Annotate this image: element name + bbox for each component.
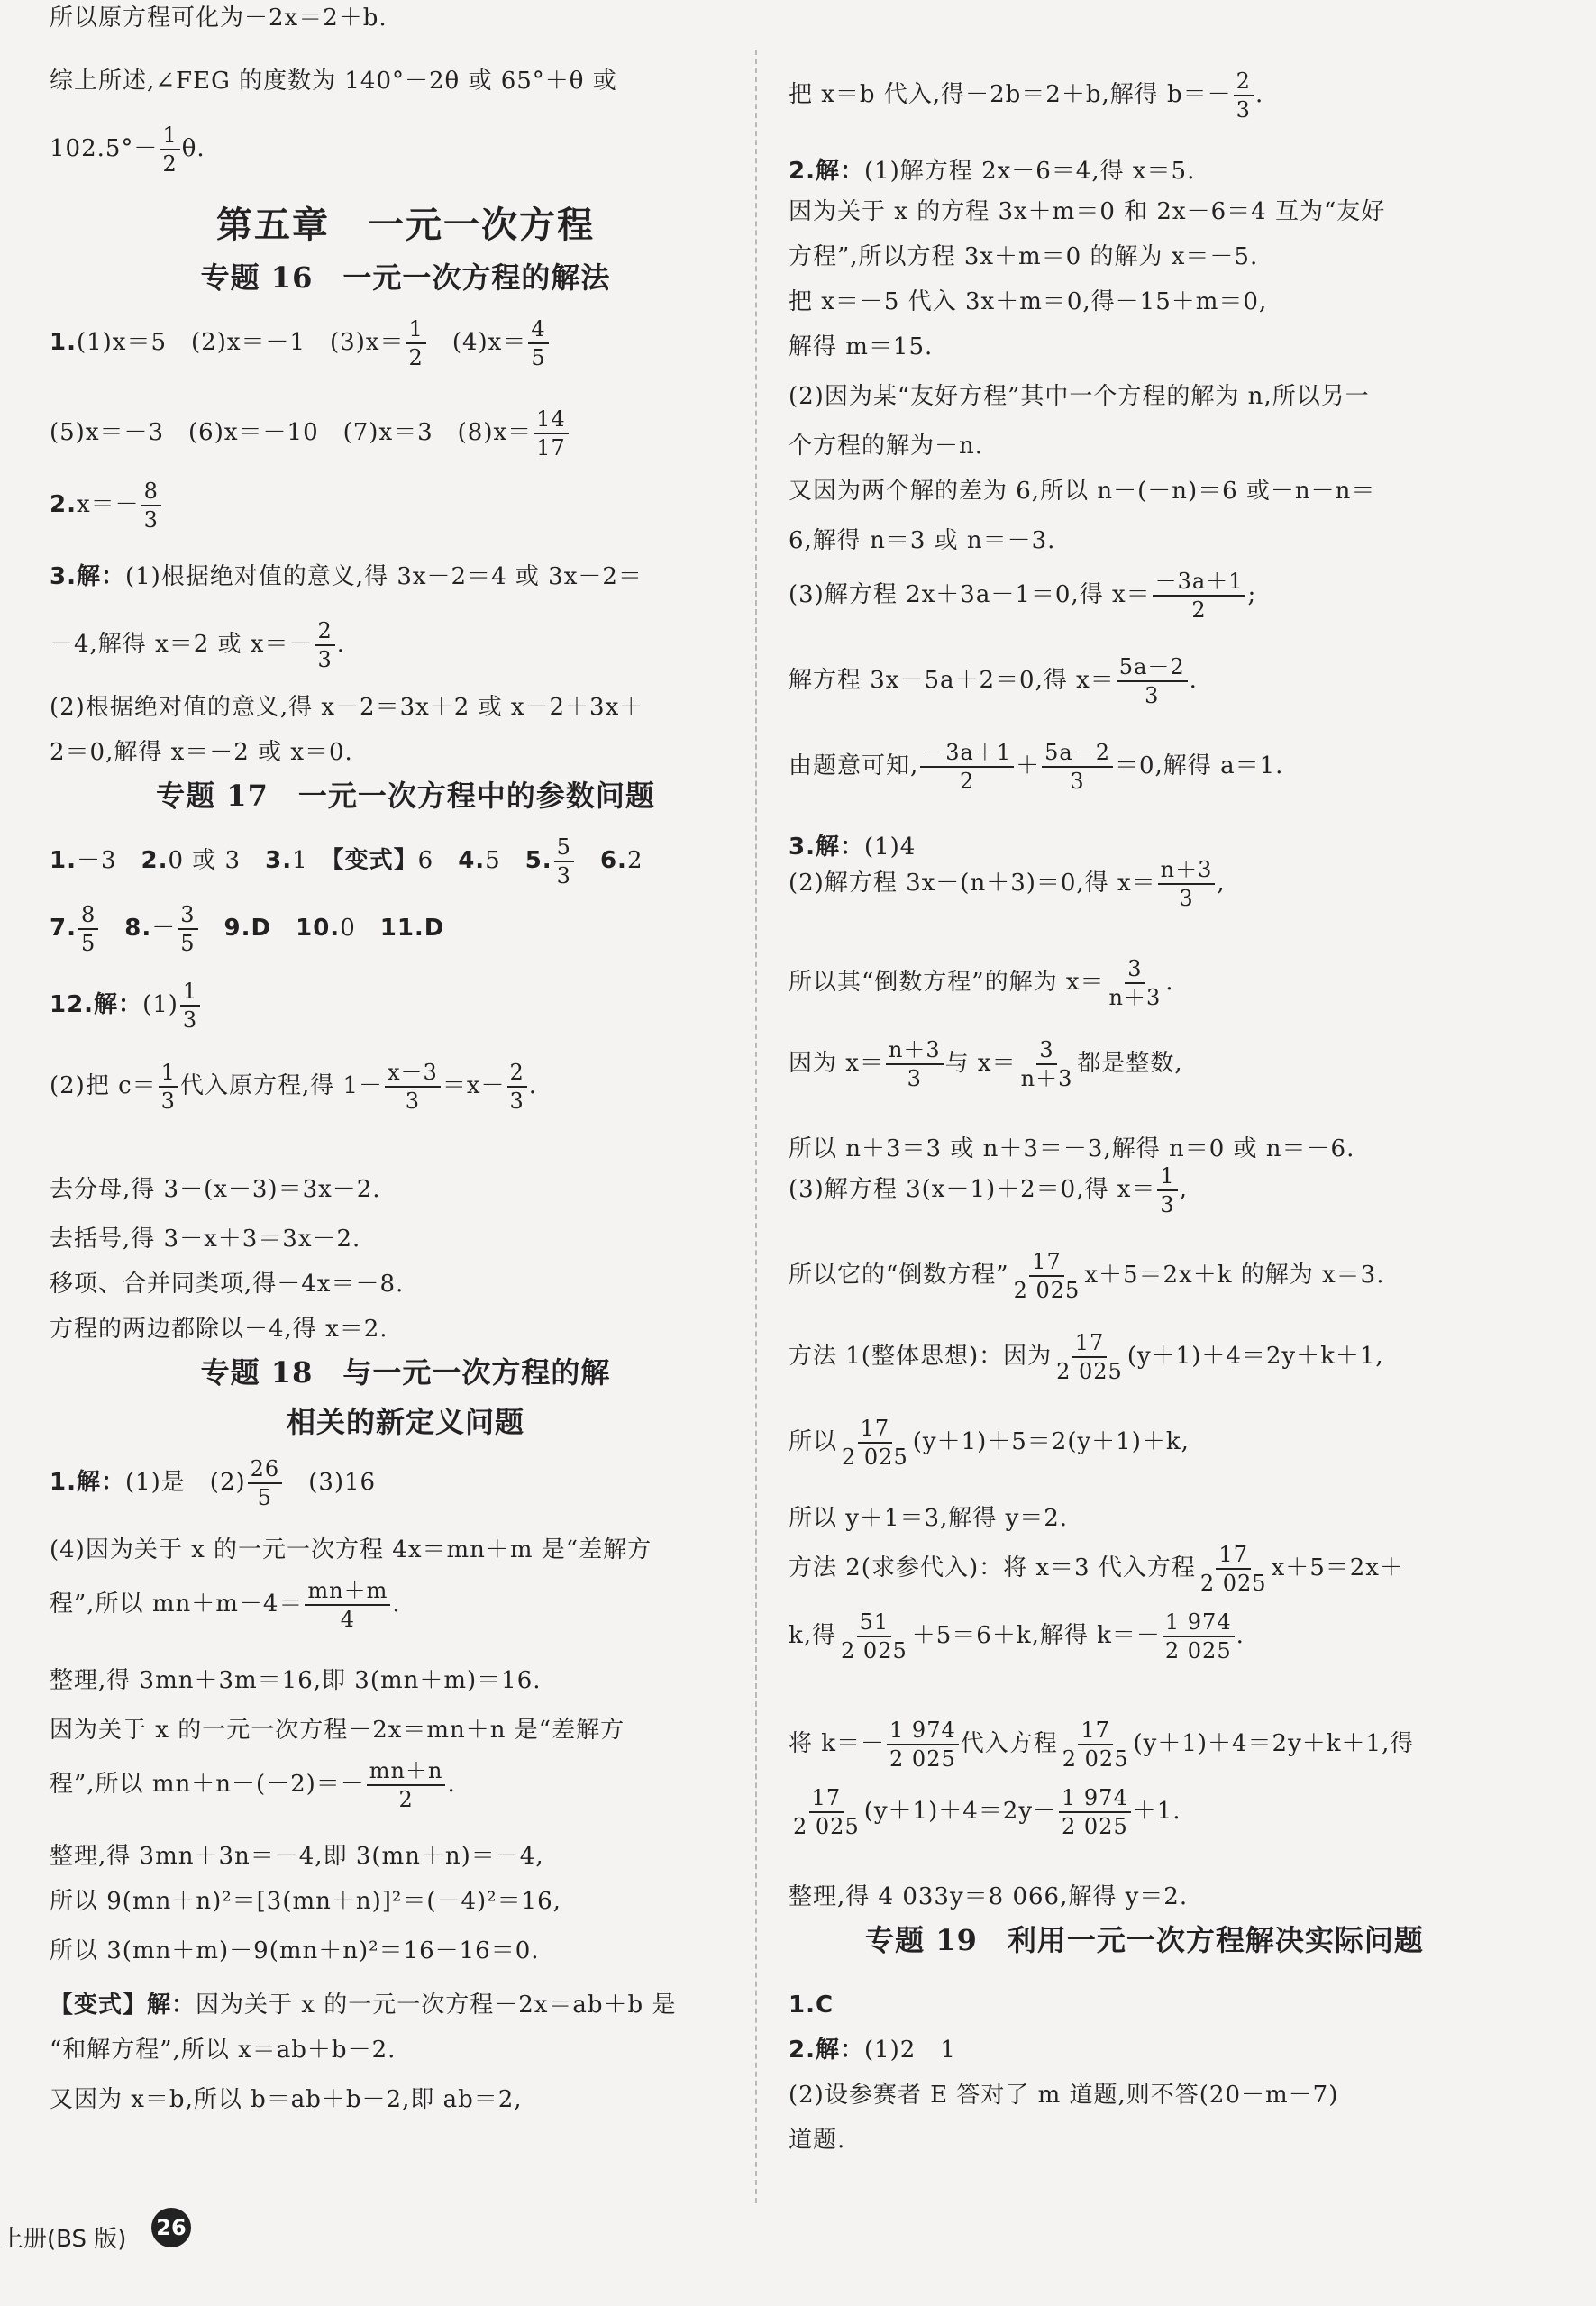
text-run: 代入原方程,得 1－ — [179, 1072, 384, 1099]
text-run: 方法 1(整体思想)：因为 — [789, 1343, 1053, 1370]
bold-label: 1.C — [789, 1992, 834, 2019]
fraction-numerator: 14 — [534, 407, 569, 434]
fraction-numerator: 1 — [159, 1061, 178, 1088]
fraction — [1053, 1331, 1126, 1384]
fraction-numerator: 17 — [1072, 1331, 1108, 1358]
text-line — [50, 1741, 456, 1827]
text-run: . — [1236, 1622, 1245, 1649]
text-line — [50, 1987, 676, 2023]
text-run: 所以其“倒数方程”的解为 x＝ — [789, 969, 1105, 996]
text-run: 因为关于 x 的一元一次方程－2x＝ab＋b 是 — [196, 1992, 677, 2019]
fraction-numerator: x－3 — [385, 1061, 441, 1088]
fraction — [1117, 655, 1188, 708]
fraction-denominator: 2 — [1191, 597, 1207, 623]
text-run: 又因为两个解的差为 6,所以 n－(－n)＝6 或－n－n＝ — [789, 478, 1376, 505]
fraction — [1234, 69, 1254, 123]
fraction — [141, 479, 161, 533]
text-line — [789, 2077, 1338, 2113]
bold-label: 7. — [50, 915, 77, 942]
text-line — [50, 1838, 544, 1874]
text-run: 所以原方程可化为－2x＝2＋b. — [50, 5, 388, 32]
fraction-denominator: 2 025 — [793, 1814, 860, 1839]
fraction-denominator: 3 — [160, 1089, 176, 1114]
text-line — [789, 1879, 1188, 1915]
left-column — [50, 0, 762, 2253]
fraction-denominator: 2 — [960, 769, 975, 794]
text-run: 5 — [485, 847, 525, 874]
text-line — [789, 239, 1258, 275]
text-run: (1)根据绝对值的意义,得 3x－2＝4 或 3x－2＝ — [124, 563, 643, 590]
fraction-numerator: n＋3 — [886, 1038, 944, 1065]
text-line — [789, 1987, 834, 2023]
text-run: －3 — [76, 847, 141, 874]
text-run: 1 — [292, 847, 333, 874]
text-line — [50, 885, 444, 971]
text-run — [200, 915, 224, 942]
text-line — [789, 637, 1198, 724]
fraction — [1059, 1786, 1131, 1839]
fraction-denominator: 3 — [1160, 1192, 1175, 1217]
text-run: (y＋1)＋4＝2y－ — [863, 1798, 1058, 1825]
text-line — [789, 2122, 845, 2158]
text-run: － — [151, 915, 177, 942]
text-line — [50, 1561, 401, 1647]
fraction-denominator: 5 — [257, 1485, 273, 1510]
text-run: . — [1189, 667, 1198, 694]
text-run: 所以它的“倒数方程” — [789, 1262, 1009, 1289]
text-line — [50, 962, 202, 1048]
text-line — [789, 723, 1283, 809]
text-run: 0 — [340, 915, 380, 942]
text-line — [789, 551, 1256, 638]
text-line — [789, 194, 1385, 230]
text-run: 由题意可知, — [789, 752, 919, 779]
text-line — [789, 1768, 1181, 1855]
fraction-denominator: 2 025 — [1199, 1571, 1267, 1596]
chapter-title: 第五章 一元一次方程 — [216, 204, 595, 246]
text-run: ＝0,解得 a＝1. — [1115, 752, 1284, 779]
fraction-numerator: 2 — [1234, 69, 1254, 96]
fraction-denominator: 3 — [143, 507, 159, 533]
fraction — [528, 317, 548, 370]
text-line — [50, 1043, 537, 1129]
text-run: “和解方程”,所以 x＝ab＋b－2. — [50, 2037, 397, 2064]
fraction-numerator: mn＋m — [305, 1579, 390, 1606]
bold-label: 11.D — [379, 915, 445, 942]
fraction — [1107, 957, 1164, 1010]
text-run: . — [392, 1591, 401, 1618]
fraction-numerator: 5a－2 — [1042, 741, 1113, 768]
text-run: . — [528, 1072, 538, 1099]
fraction-denominator: 2 025 — [1062, 1746, 1129, 1772]
text-run: . — [336, 631, 346, 658]
right-column — [789, 0, 1500, 2253]
text-run: ; — [1247, 581, 1257, 608]
fraction-numerator: 2 — [315, 619, 334, 646]
fraction-denominator: 3 — [317, 647, 333, 672]
fraction — [1042, 741, 1113, 794]
bold-label: 2. — [50, 491, 77, 518]
text-run: 去括号,得 3－x＋3＝3x－2. — [50, 1226, 361, 1253]
text-line — [789, 378, 1370, 415]
topic-title: 相关的新定义问题 — [286, 1405, 524, 1439]
text-line — [789, 840, 1226, 926]
fraction-numerator: 5a－2 — [1117, 655, 1188, 682]
fraction-denominator: 3 — [1236, 97, 1251, 123]
text-line — [789, 2032, 956, 2068]
fraction-denominator: n＋3 — [1020, 1066, 1073, 1091]
text-line — [50, 1439, 376, 1526]
text-line — [50, 63, 617, 99]
bold-label: 6. — [599, 847, 627, 874]
text-run: 整理,得 3mn＋3n＝－4,即 3(mn＋n)＝－4, — [50, 1843, 544, 1870]
text-run: 程”,所以 mn＋n－(－2)＝－ — [50, 1771, 365, 1798]
fraction-denominator: 3 — [509, 1089, 524, 1114]
topic-title: 专题 18 与一元一次方程的解 — [200, 1355, 611, 1390]
fraction-denominator: 3 — [405, 1089, 421, 1114]
text-run: (y＋1)＋5＝2(y＋1)＋k, — [912, 1428, 1190, 1455]
fraction — [1060, 1718, 1132, 1772]
text-run: 因为关于 x 的一元一次方程－2x＝mn＋n 是“差解方 — [50, 1717, 625, 1744]
fraction-denominator: 2 025 — [889, 1746, 956, 1772]
fraction-denominator: 2 025 — [1062, 1814, 1128, 1839]
fraction-numerator: 5 — [554, 835, 574, 862]
topic-title: 专题 17 一元一次方程中的参数问题 — [156, 779, 655, 813]
bold-label: 2.解： — [789, 158, 864, 185]
text-line — [789, 1146, 1188, 1233]
text-run: 2 — [626, 847, 643, 874]
text-run: (1)x＝5 (2)x＝－1 (3)x＝ — [76, 329, 405, 356]
fraction — [315, 619, 334, 672]
text-line — [50, 1221, 360, 1257]
fraction-denominator: 5 — [531, 345, 546, 370]
fraction — [180, 980, 200, 1033]
text-run: －4,解得 x＝2 或 x＝－ — [50, 631, 314, 658]
fraction-numerator: 1 — [406, 317, 426, 344]
fraction-numerator: －3a＋1 — [920, 741, 1014, 768]
text-run: (2)设参赛者 E 答对了 m 道题,则不答(20－m－7) — [789, 2082, 1339, 2109]
text-run: 所以 — [789, 1428, 838, 1455]
text-line — [50, 601, 345, 688]
text-line — [789, 51, 1263, 138]
page-number-badge: 26 — [151, 2208, 191, 2247]
text-run: (1) — [142, 991, 178, 1018]
text-run: 道题. — [789, 2127, 846, 2154]
text-run: 因为 x＝ — [789, 1050, 884, 1077]
text-line — [50, 461, 163, 548]
text-line — [50, 2032, 396, 2068]
text-run: 代入方程 — [960, 1730, 1058, 1757]
fraction-numerator: 1 — [160, 123, 179, 150]
text-run: 所以 3(mn＋m)－9(mn＋n)²＝16－16＝0. — [50, 1937, 540, 1964]
text-line — [50, 299, 551, 386]
bold-label: 1.解： — [50, 1469, 125, 1496]
text-run: (2)把 c＝ — [50, 1072, 157, 1099]
text-line — [50, 2082, 523, 2118]
fraction-numerator: 1 — [1157, 1164, 1177, 1191]
text-run: 所以 9(mn＋n)²＝[3(mn＋n)]²＝(－4)²＝16, — [50, 1888, 561, 1915]
text-run: 解方程 3x－5a＋2＝0,得 x＝ — [789, 667, 1115, 694]
text-line — [789, 153, 1195, 189]
fraction-denominator: 5 — [80, 931, 96, 956]
bold-label: 3.解： — [789, 834, 864, 861]
fraction-numerator: mn＋n — [367, 1759, 446, 1786]
text-line — [789, 1313, 1384, 1399]
text-line — [789, 1020, 1183, 1107]
text-run: (3)16 — [284, 1469, 377, 1496]
text-run: (3)解方程 2x＋3a－1＝0,得 x＝ — [789, 581, 1151, 608]
text-line — [50, 1171, 381, 1208]
text-run: , — [1217, 870, 1226, 897]
text-run: 都是整数, — [1077, 1050, 1183, 1077]
fraction — [1153, 570, 1246, 623]
text-run: (2)解方程 3x－(n＋3)＝0,得 x＝ — [789, 870, 1156, 897]
text-run: 方程的两边都除以－4,得 x＝2. — [50, 1316, 388, 1343]
text-run: x＋5＝2x＋k 的解为 x＝3. — [1084, 1262, 1385, 1289]
text-run: 移项、合并同类项,得－4x＝－8. — [50, 1271, 405, 1298]
topic-title: 专题 16 一元一次方程的解法 — [200, 260, 611, 295]
fraction-numerator: 51 — [857, 1610, 892, 1637]
text-run: . — [1254, 81, 1264, 108]
text-run: 解得 m＝15. — [789, 333, 934, 360]
fraction-numerator: n＋3 — [1158, 858, 1216, 885]
text-line — [50, 0, 388, 36]
bold-label: 【变式】解： — [50, 1992, 196, 2019]
bold-label: 12.解： — [50, 991, 143, 1018]
fraction-numerator: 17 — [858, 1417, 893, 1444]
text-run: , — [1179, 1176, 1188, 1203]
text-run — [100, 915, 124, 942]
fraction-numerator: －3a＋1 — [1153, 570, 1246, 597]
text-line — [50, 689, 643, 725]
fraction — [790, 1786, 862, 1839]
fraction — [534, 407, 569, 460]
text-line — [50, 1663, 542, 1699]
text-run: 102.5°－ — [50, 135, 159, 162]
fraction — [887, 1718, 959, 1772]
bold-label: 4. — [458, 847, 486, 874]
text-line — [789, 939, 1174, 1025]
text-run: 方法 2(求参代入)：将 x＝3 代入方程 — [789, 1554, 1196, 1581]
text-run: 整理,得 4 033y＝8 066,解得 y＝2. — [789, 1883, 1189, 1910]
fraction-denominator: 5 — [180, 931, 196, 956]
text-run: 把 x＝－5 代入 3x＋m＝0,得－15＋m＝0, — [789, 288, 1268, 315]
fraction — [554, 835, 574, 889]
fraction — [886, 1038, 944, 1091]
fraction — [1198, 1543, 1270, 1596]
fraction-denominator: 3 — [1070, 769, 1085, 794]
fraction-numerator: 17 — [1078, 1718, 1113, 1745]
fraction — [385, 1061, 441, 1114]
fraction — [838, 1610, 910, 1663]
text-run: (1)2 1 — [863, 2037, 956, 2064]
fraction-numerator: 17 — [809, 1786, 844, 1813]
text-line — [50, 105, 205, 192]
text-run: 将 k＝－ — [789, 1730, 886, 1757]
fraction-numerator: 26 — [248, 1457, 283, 1484]
fraction-denominator: 2 025 — [842, 1445, 908, 1470]
fraction-denominator: 2 025 — [841, 1638, 907, 1663]
bold-label: 5. — [524, 847, 552, 874]
fraction-numerator: 4 — [528, 317, 548, 344]
fraction-numerator: 1 974 — [1163, 1610, 1235, 1637]
text-run: 2＝0,解得 x＝－2 或 x＝0. — [50, 739, 353, 766]
fraction-denominator: 3 — [556, 863, 571, 889]
bold-label: 2. — [141, 847, 169, 874]
bold-label: 3. — [265, 847, 293, 874]
fraction — [248, 1457, 283, 1510]
text-run: ＋1. — [1132, 1798, 1181, 1825]
column-divider — [755, 50, 757, 2203]
fraction-numerator: 1 974 — [1059, 1786, 1131, 1813]
text-run: (y＋1)＋4＝2y＋k＋1, — [1126, 1343, 1384, 1370]
fraction-numerator: 17 — [1216, 1543, 1251, 1570]
text-line — [789, 284, 1267, 320]
fraction-numerator: 8 — [78, 903, 98, 930]
text-run: (2)根据绝对值的意义,得 x－2＝3x＋2 或 x－2＋3x＋ — [50, 694, 644, 721]
fraction-denominator: 17 — [536, 435, 566, 460]
fraction-denominator: n＋3 — [1108, 985, 1162, 1010]
fraction — [1163, 1610, 1235, 1663]
text-line — [50, 1311, 388, 1347]
fraction — [178, 903, 197, 956]
text-run: (2)因为某“友好方程”其中一个方程的解为 n,所以另一 — [789, 383, 1370, 410]
text-run: 去分母,得 3－(x－3)＝3x－2. — [50, 1176, 381, 1203]
fraction-denominator: 2 025 — [1056, 1359, 1123, 1384]
text-run: (1)解方程 2x－6＝4,得 x＝5. — [863, 158, 1196, 185]
fraction-denominator: 3 — [1179, 886, 1194, 911]
text-run: 把 x＝b 代入,得－2b＝2＋b,解得 b＝－ — [789, 81, 1232, 108]
text-run: x＋5＝2x＋ — [1271, 1554, 1404, 1581]
text-run: (y＋1)＋4＝2y＋k＋1,得 — [1133, 1730, 1415, 1757]
fraction — [1011, 1250, 1083, 1303]
fraction-denominator: 3 — [1145, 683, 1160, 708]
fraction-denominator: 2 025 — [1164, 1638, 1232, 1663]
text-run: (1)4 — [863, 834, 917, 861]
text-line — [789, 1399, 1190, 1485]
text-run — [576, 847, 600, 874]
text-line — [789, 428, 983, 464]
bold-label: 1. — [50, 329, 77, 356]
bold-label: 10. — [296, 915, 341, 942]
text-run: (4)因为关于 x 的一元一次方程 4x＝mn＋m 是“差解方 — [50, 1536, 652, 1563]
bold-label: 2.解： — [789, 2037, 864, 2064]
fraction — [1018, 1038, 1076, 1091]
fraction-denominator: 4 — [340, 1607, 356, 1632]
text-run: (1)是 (2) — [124, 1469, 246, 1496]
fraction-numerator: 3 — [1125, 957, 1145, 984]
fraction — [367, 1759, 446, 1812]
fraction-denominator: 3 — [182, 1007, 198, 1033]
text-line — [50, 1266, 404, 1302]
text-run: 综上所述,∠FEG 的度数为 140°－2θ 或 65°＋θ 或 — [50, 68, 617, 95]
text-run: (4)x＝ — [427, 329, 527, 356]
bold-label: 8. — [124, 915, 152, 942]
text-run: θ. — [181, 135, 205, 162]
text-run: ＝x－ — [442, 1072, 506, 1099]
text-run: 0 或 3 — [168, 847, 266, 874]
fraction — [78, 903, 98, 956]
bold-label: 【变式】 — [332, 847, 418, 874]
fraction — [406, 317, 426, 370]
fraction — [920, 741, 1014, 794]
fraction-denominator: 2 025 — [1013, 1278, 1081, 1303]
text-run: . — [1165, 969, 1174, 996]
text-line — [789, 329, 933, 365]
text-run: k,得 — [789, 1622, 837, 1649]
fraction-numerator: 8 — [141, 479, 161, 506]
fraction-numerator: 3 — [178, 903, 197, 930]
text-run: 因为关于 x 的方程 3x＋m＝0 和 2x－6＝4 互为“友好 — [789, 198, 1386, 225]
text-run: 6 — [417, 847, 459, 874]
text-run — [271, 915, 296, 942]
text-line — [50, 734, 353, 770]
fraction — [1157, 1164, 1177, 1217]
text-line — [789, 473, 1375, 509]
text-run: 所以 n＋3＝3 或 n＋3＝－3,解得 n＝0 或 n＝－6. — [789, 1135, 1355, 1162]
fraction — [160, 123, 179, 177]
topic-title: 专题 19 利用一元一次方程解决实际问题 — [865, 1923, 1424, 1957]
text-run: (3)解方程 3(x－1)＋2＝0,得 x＝ — [789, 1176, 1156, 1203]
fraction — [839, 1417, 911, 1470]
text-line — [50, 559, 643, 595]
text-run: x＝－ — [76, 491, 140, 518]
text-run: 程”,所以 mn＋m－4＝ — [50, 1591, 304, 1618]
text-run: ＋5＝6＋k,解得 k＝－ — [911, 1622, 1161, 1649]
text-run: . — [447, 1771, 456, 1798]
text-run: (5)x＝－3 (6)x＝－10 (7)x＝3 (8)x＝ — [50, 419, 533, 446]
fraction-numerator: 17 — [1029, 1250, 1064, 1277]
text-line — [50, 1883, 561, 1919]
text-run: 个方程的解为－n. — [789, 433, 984, 460]
fraction — [305, 1579, 390, 1632]
bold-label: 9.D — [223, 915, 272, 942]
text-run: 方程”,所以方程 3x＋m＝0 的解为 x＝－5. — [789, 243, 1259, 270]
text-run: 6,解得 n＝3 或 n＝－3. — [789, 527, 1056, 554]
text-line — [789, 1592, 1245, 1679]
fraction-numerator: 3 — [1036, 1038, 1056, 1065]
book-volume-label: 上册(BS 版) — [0, 2226, 127, 2253]
text-line — [50, 1933, 540, 1969]
text-run: ＋ — [1016, 752, 1041, 779]
fraction — [1158, 858, 1216, 911]
text-run: 整理,得 3mn＋3m＝16,即 3(mn＋m)＝16. — [50, 1667, 542, 1694]
bold-label: 3.解： — [50, 563, 125, 590]
bold-label: 1. — [50, 847, 77, 874]
fraction-denominator: 2 — [408, 345, 424, 370]
text-run: 又因为 x＝b,所以 b＝ab＋b－2,即 ab＝2, — [50, 2086, 523, 2113]
fraction-denominator: 2 — [398, 1787, 414, 1812]
fraction-numerator: 1 974 — [887, 1718, 959, 1745]
fraction — [159, 1061, 178, 1114]
text-run: 与 x＝ — [944, 1050, 1017, 1077]
fraction-numerator: 1 — [180, 980, 200, 1007]
text-line — [789, 1232, 1384, 1318]
text-run: 所以 y＋1＝3,解得 y＝2. — [789, 1505, 1069, 1532]
fraction-denominator: 2 — [162, 151, 178, 177]
fraction-denominator: 3 — [907, 1066, 922, 1091]
fraction-numerator: 2 — [507, 1061, 527, 1088]
fraction — [507, 1061, 527, 1114]
